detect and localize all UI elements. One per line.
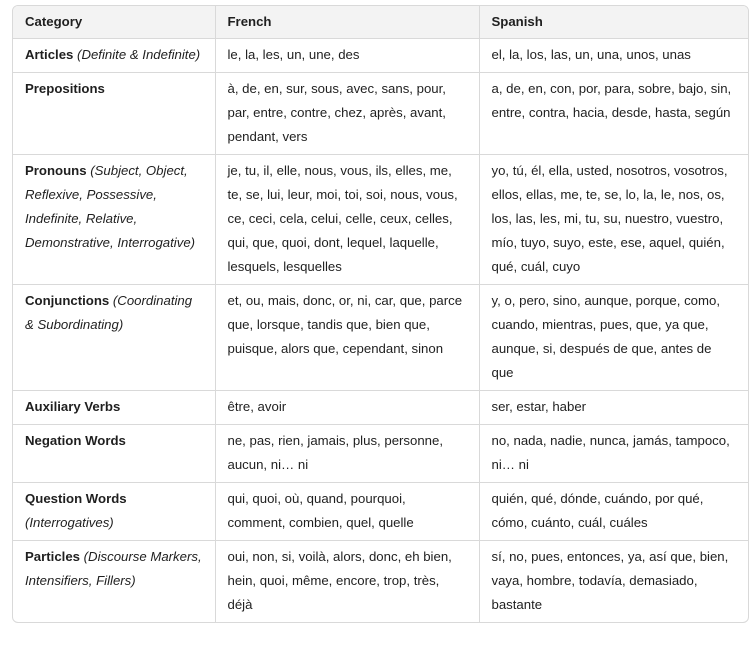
table-row xyxy=(13,39,748,73)
french-cell: je, tu, il, elle, nous, vous, ils, elles, me, te, se, lui, leur, moi, toi, soi, nous, vous, ce, ceci, cela, celui, celle, ceux, celles, qui, que, quoi, dont, lequel, laquelle, lesquels, lesquelles xyxy=(215,155,479,285)
category-note: (Definite & Indefinite) xyxy=(73,47,201,62)
comparison-table xyxy=(12,5,749,623)
category-name: Pronouns xyxy=(25,163,87,178)
category-name: Negation Words xyxy=(25,433,126,448)
category-cell xyxy=(13,541,215,623)
spanish-cell: no, nada, nadie, nunca, jamás, tampoco, ni… ni xyxy=(479,425,748,483)
french-cell: oui, non, si, voilà, alors, donc, eh bien, hein, quoi, même, encore, trop, très, déjà xyxy=(215,541,479,623)
french-cell: à, de, en, sur, sous, avec, sans, pour, par, entre, contre, chez, après, avant, pendant, vers xyxy=(215,73,479,155)
table-row xyxy=(13,425,748,483)
spanish-cell: sí, no, pues, entonces, ya, así que, bien, vaya, hombre, todavía, demasiado, bastante xyxy=(491,549,729,612)
spanish-cell: yo, tú, él, ella, usted, nosotros, vosotros, ellos, ellas, me, te, se, lo, la, le, nos, os, los, las, les, mi, tu, su, nuestro, vuestro, mío, tuyo, suyo, este, ese, aquel, quién, qué, cuál, cuyo xyxy=(479,155,748,285)
header-spanish: Spanish xyxy=(479,6,748,39)
category-name: Conjunctions xyxy=(25,293,110,308)
table-row xyxy=(13,285,748,391)
table-row xyxy=(13,391,748,425)
french-cell: et, ou, mais, donc, or, ni, car, que, parce que, lorsque, tandis que, bien que, puisque, alors que, cependant, sinon xyxy=(215,285,479,391)
spanish-cell: el, la, los, las, un, una, unos, unas xyxy=(479,39,748,73)
category-cell xyxy=(13,425,215,483)
category-cell xyxy=(13,155,215,285)
french-cell: ne, pas, rien, jamais, plus, personne, aucun, ni… ni xyxy=(215,425,479,483)
category-note: (Interrogatives) xyxy=(25,515,114,530)
spanish-cell: a, de, en, con, por, para, sobre, bajo, sin, entre, contra, hacia, desde, hasta, según xyxy=(479,73,748,155)
category-note: (Coordinating & Subordinating) xyxy=(25,293,193,332)
french-cell: être, avoir xyxy=(215,391,479,425)
category-name: Auxiliary Verbs xyxy=(25,399,121,414)
category-name: Question Words xyxy=(25,491,127,506)
category-cell xyxy=(13,483,215,541)
category-cell xyxy=(13,391,215,425)
header-category: Category xyxy=(13,6,215,39)
table-row xyxy=(13,541,748,623)
table-row xyxy=(13,73,748,155)
category-cell xyxy=(13,73,215,155)
table-row xyxy=(13,155,748,285)
category-name: Prepositions xyxy=(25,81,105,96)
category-note: (Discourse Markers, Intensifiers, Fillers) xyxy=(25,549,202,588)
table-row xyxy=(13,483,748,541)
french-cell: le, la, les, un, une, des xyxy=(215,39,479,73)
category-cell xyxy=(13,285,215,391)
header-row xyxy=(13,6,748,39)
french-cell: qui, quoi, où, quand, pourquoi, comment, combien, quel, quelle xyxy=(215,483,479,541)
spanish-cell: y, o, pero, sino, aunque, porque, como, cuando, mientras, pues, que, ya que, aunque, si, después de que, antes de que xyxy=(479,285,748,391)
word-table xyxy=(13,6,748,622)
spanish-cell: ser, estar, haber xyxy=(479,391,748,425)
category-cell xyxy=(13,39,215,73)
category-name: Particles xyxy=(25,549,80,564)
spanish-cell: quién, qué, dónde, cuándo, por qué, cómo, cuánto, cuál, cuáles xyxy=(479,483,748,541)
category-note: (Subject, Object, Reflexive, Possessive, Indefinite, Relative, Demonstrative, Interrogative) xyxy=(25,163,196,250)
category-name: Articles xyxy=(25,47,74,62)
header-french: French xyxy=(215,6,479,39)
